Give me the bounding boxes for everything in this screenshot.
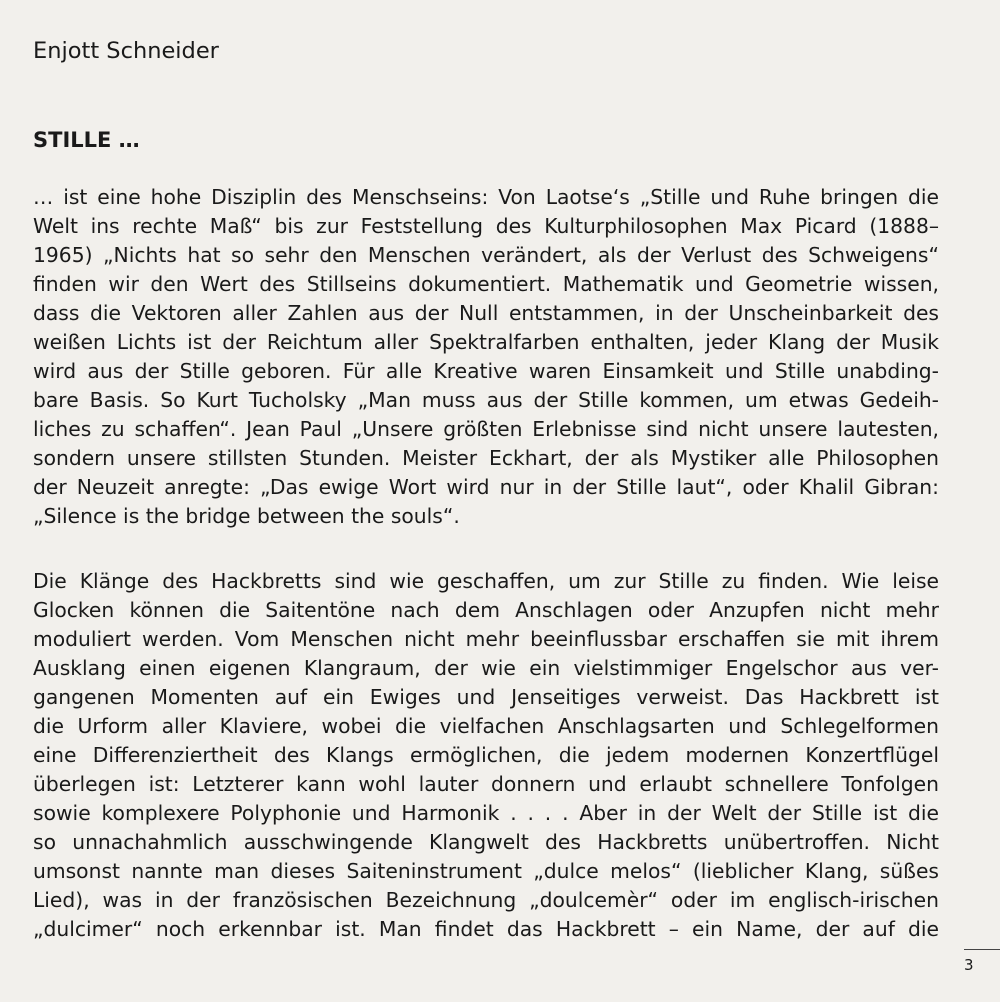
text-line: 1965) „Nichts hat so sehr den Menschen verändert, als der Verlust des Schweigens“ — [33, 243, 939, 267]
text-line: … ist eine hohe Disziplin des Menschseins: Von Laotse‘s „Stille und Ruhe bringen die — [33, 185, 939, 209]
text-line: Glocken können die Saitentöne nach dem Anschlagen oder Anzupfen nicht mehr — [33, 598, 939, 622]
author-name: Enjott Schneider — [33, 38, 219, 64]
text-line: dass die Vektoren aller Zahlen aus der Null entstammen, in der Unscheinbarkeit des — [33, 301, 939, 325]
text-line: wird aus der Stille geboren. Für alle Kreative waren Einsamkeit und Stille unabding- — [33, 359, 939, 383]
text-line: Die Klänge des Hackbretts sind wie geschaffen, um zur Stille zu finden. Wie leise — [33, 569, 939, 593]
text-line: „Silence is the bridge between the souls“. — [33, 504, 460, 528]
text-line: so unnachahmlich ausschwingende Klangwelt des Hackbretts unübertroffen. Nicht — [33, 830, 939, 854]
text-line: gangenen Momenten auf ein Ewiges und Jenseitiges verweist. Das Hackbrett ist — [33, 685, 939, 709]
text-line: „dulcimer“ noch erkennbar ist. Man findet das Hackbrett – ein Name, der auf die — [33, 917, 939, 941]
text-line: bare Basis. So Kurt Tucholsky „Man muss aus der Stille kommen, um etwas Gedeih- — [33, 388, 939, 412]
text-line: umsonst nannte man dieses Saiteninstrument „dulce melos“ (lieblicher Klang, süßes — [33, 859, 939, 883]
text-line: finden wir den Wert des Stillseins dokumentiert. Mathematik und Geometrie wissen, — [33, 272, 939, 296]
page-number-rule — [964, 949, 1000, 950]
text-line: eine Differenziertheit des Klangs ermöglichen, die jedem modernen Konzertflügel — [33, 743, 939, 767]
text-line: Ausklang einen eigenen Klangraum, der wie ein vielstimmiger Engelschor aus ver- — [33, 656, 939, 680]
text-line: weißen Lichts ist der Reichtum aller Spektralfarben enthalten, jeder Klang der Musik — [33, 330, 939, 354]
text-line: Lied), was in der französischen Bezeichnung „doulcemèr“ oder im englisch-irischen — [33, 888, 939, 912]
text-line: liches zu schaffen“. Jean Paul „Unsere größten Erlebnisse sind nicht unsere lautesten, — [33, 417, 939, 441]
text-line: sowie komplexere Polyphonie und Harmonik . . . . Aber in der Welt der Stille ist die — [33, 801, 939, 825]
paragraph — [33, 567, 939, 944]
paragraph — [33, 183, 939, 531]
text-line: sondern unsere stillsten Stunden. Meister Eckhart, der als Mystiker alle Philosophen — [33, 446, 939, 470]
text-line: Welt ins rechte Maß“ bis zur Feststellung des Kulturphilosophen Max Picard (1888– — [33, 214, 939, 238]
page-number: 3 — [964, 956, 974, 974]
text-line: moduliert werden. Vom Menschen nicht mehr beeinflussbar erschaffen sie mit ihrem — [33, 627, 939, 651]
text-line: der Neuzeit anregte: „Das ewige Wort wird nur in der Stille laut“, oder Khalil Gibran: — [33, 475, 939, 499]
page-title: STILLE … — [33, 128, 140, 152]
text-line: überlegen ist: Letzterer kann wohl lauter donnern und erlaubt schnellere Tonfolgen — [33, 772, 939, 796]
text-line: die Urform aller Klaviere, wobei die vielfachen Anschlagsarten und Schlegelformen — [33, 714, 939, 738]
